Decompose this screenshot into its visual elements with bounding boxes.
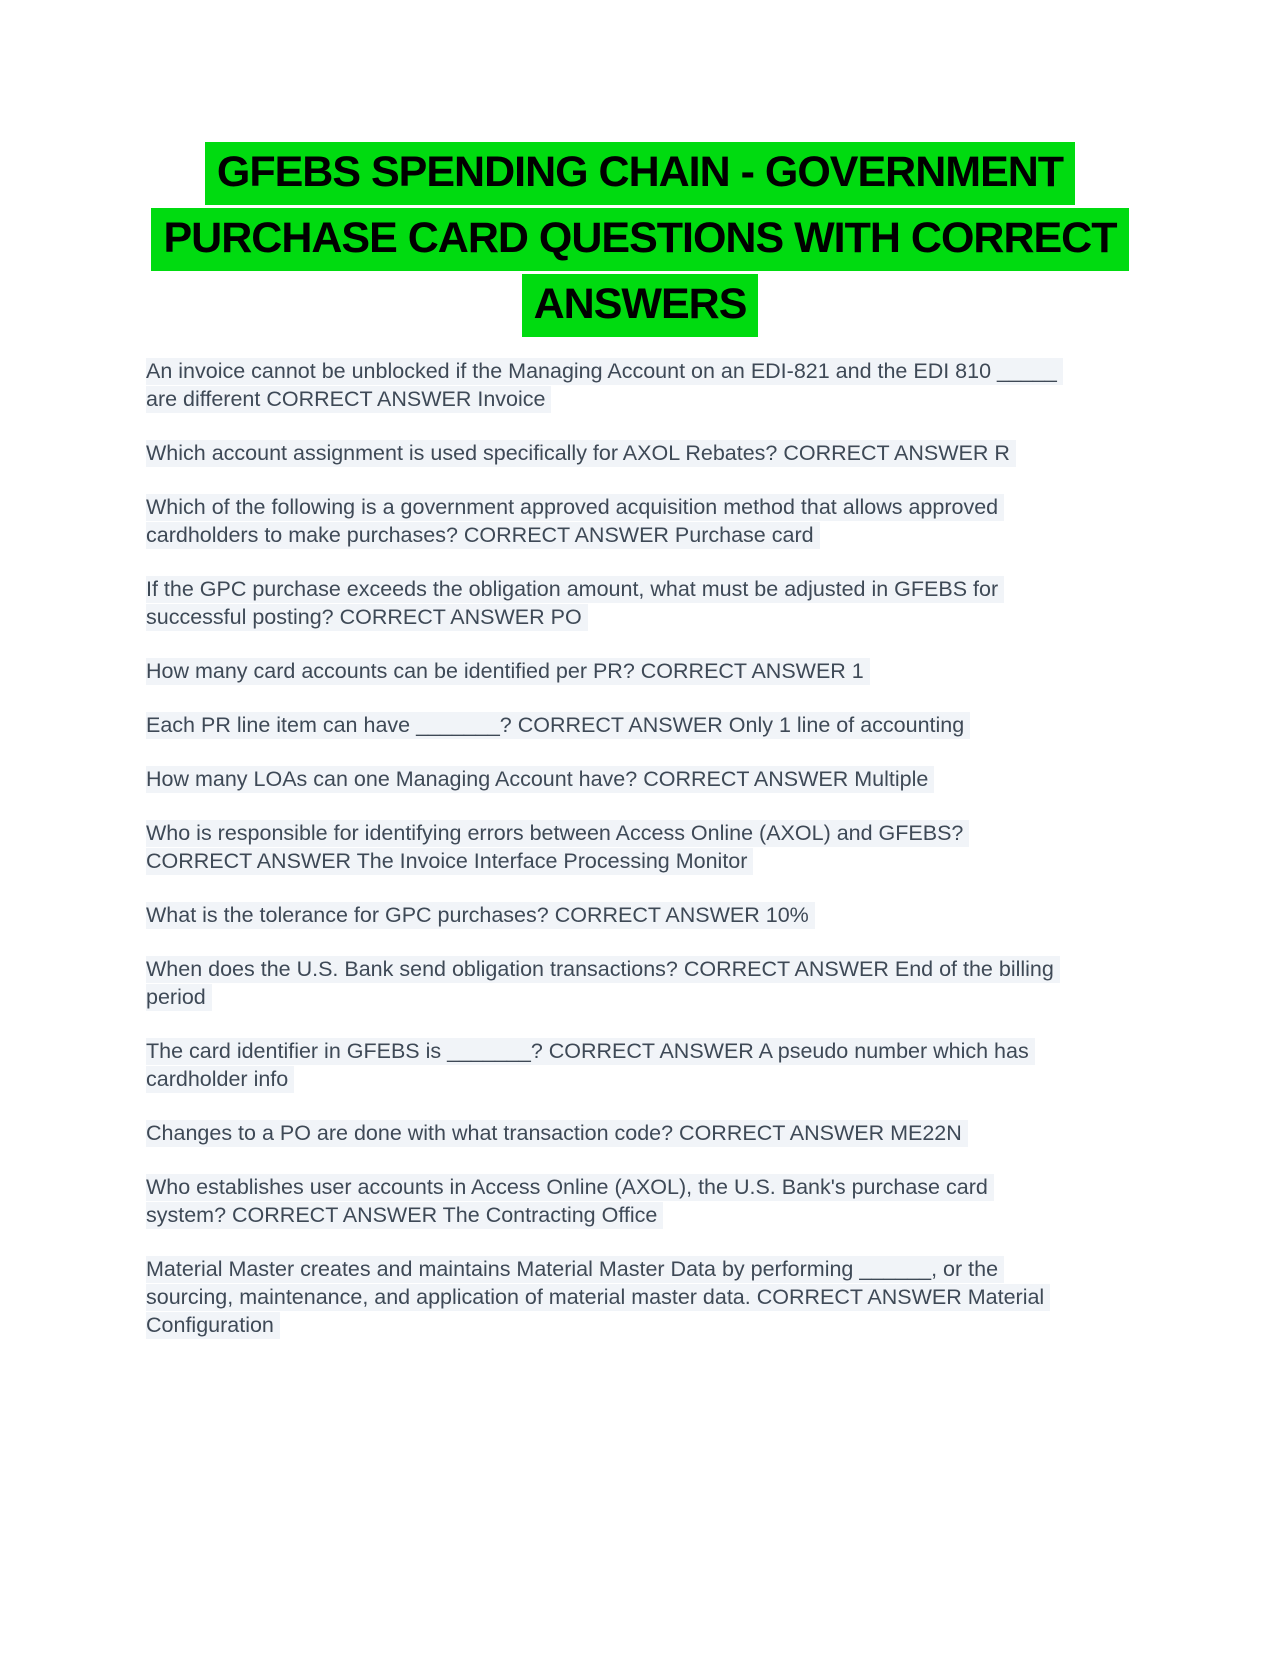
document-title-text-1: GFEBS SPENDING CHAIN - GOVERNMENT [205,142,1075,205]
qa-paragraph [146,901,1058,929]
qa-paragraph [146,1037,1058,1093]
qa-paragraph [146,955,1058,1011]
qa-paragraph [146,711,1058,739]
qa-text: If the GPC purchase exceeds the obligation amount, what must be adjusted in GFEBS for successful posting? CORRECT ANSWER PO [146,576,1004,631]
qa-text: Each PR line item can have _______? CORRECT ANSWER Only 1 line of accounting [146,712,970,739]
qa-text: What is the tolerance for GPC purchases? CORRECT ANSWER 10% [146,902,815,929]
qa-paragraph [146,765,1058,793]
qa-paragraph [146,439,1058,467]
qa-text: Who is responsible for identifying errors between Access Online (AXOL) and GFEBS? CORRECT ANSWER The Invoice Interface Processing Monitor [146,820,969,875]
qa-text: Which account assignment is used specifically for AXOL Rebates? CORRECT ANSWER R [146,440,1016,467]
qa-paragraph [146,1119,1058,1147]
document-title-line [0,274,1280,337]
qa-paragraph [146,1255,1058,1339]
qa-list [146,357,1058,1339]
qa-text: Changes to a PO are done with what transaction code? CORRECT ANSWER ME22N [146,1120,968,1147]
qa-paragraph [146,575,1058,631]
qa-paragraph [146,1173,1058,1229]
qa-text: An invoice cannot be unblocked if the Managing Account on an EDI-821 and the EDI 810 _____ are different CORRECT ANSWER Invoice [146,358,1063,413]
qa-text: When does the U.S. Bank send obligation transactions? CORRECT ANSWER End of the billing period [146,956,1060,1011]
qa-paragraph [146,657,1058,685]
document-title-line [0,142,1280,205]
qa-text: The card identifier in GFEBS is _______? CORRECT ANSWER A pseudo number which has cardholder info [146,1038,1035,1093]
document-title-line [0,208,1280,271]
qa-text: Which of the following is a government approved acquisition method that allows approved cardholders to make purchases? CORRECT ANSWER Purchase card [146,494,1004,549]
document-title [0,142,1280,337]
document-title-text-2: PURCHASE CARD QUESTIONS WITH CORRECT [151,208,1128,271]
qa-text: Who establishes user accounts in Access Online (AXOL), the U.S. Bank's purchase card system? CORRECT ANSWER The Contracting Office [146,1174,994,1229]
qa-paragraph [146,819,1058,875]
qa-paragraph [146,357,1058,413]
qa-text: How many LOAs can one Managing Account have? CORRECT ANSWER Multiple [146,766,934,793]
document-title-text-3: ANSWERS [522,274,759,337]
qa-paragraph [146,493,1058,549]
qa-text: Material Master creates and maintains Material Master Data by performing ______, or the sourcing, maintenance, and application of material master data. CORRECT ANSWER Material Configuration [146,1256,1050,1339]
qa-text: How many card accounts can be identified per PR? CORRECT ANSWER 1 [146,658,870,685]
